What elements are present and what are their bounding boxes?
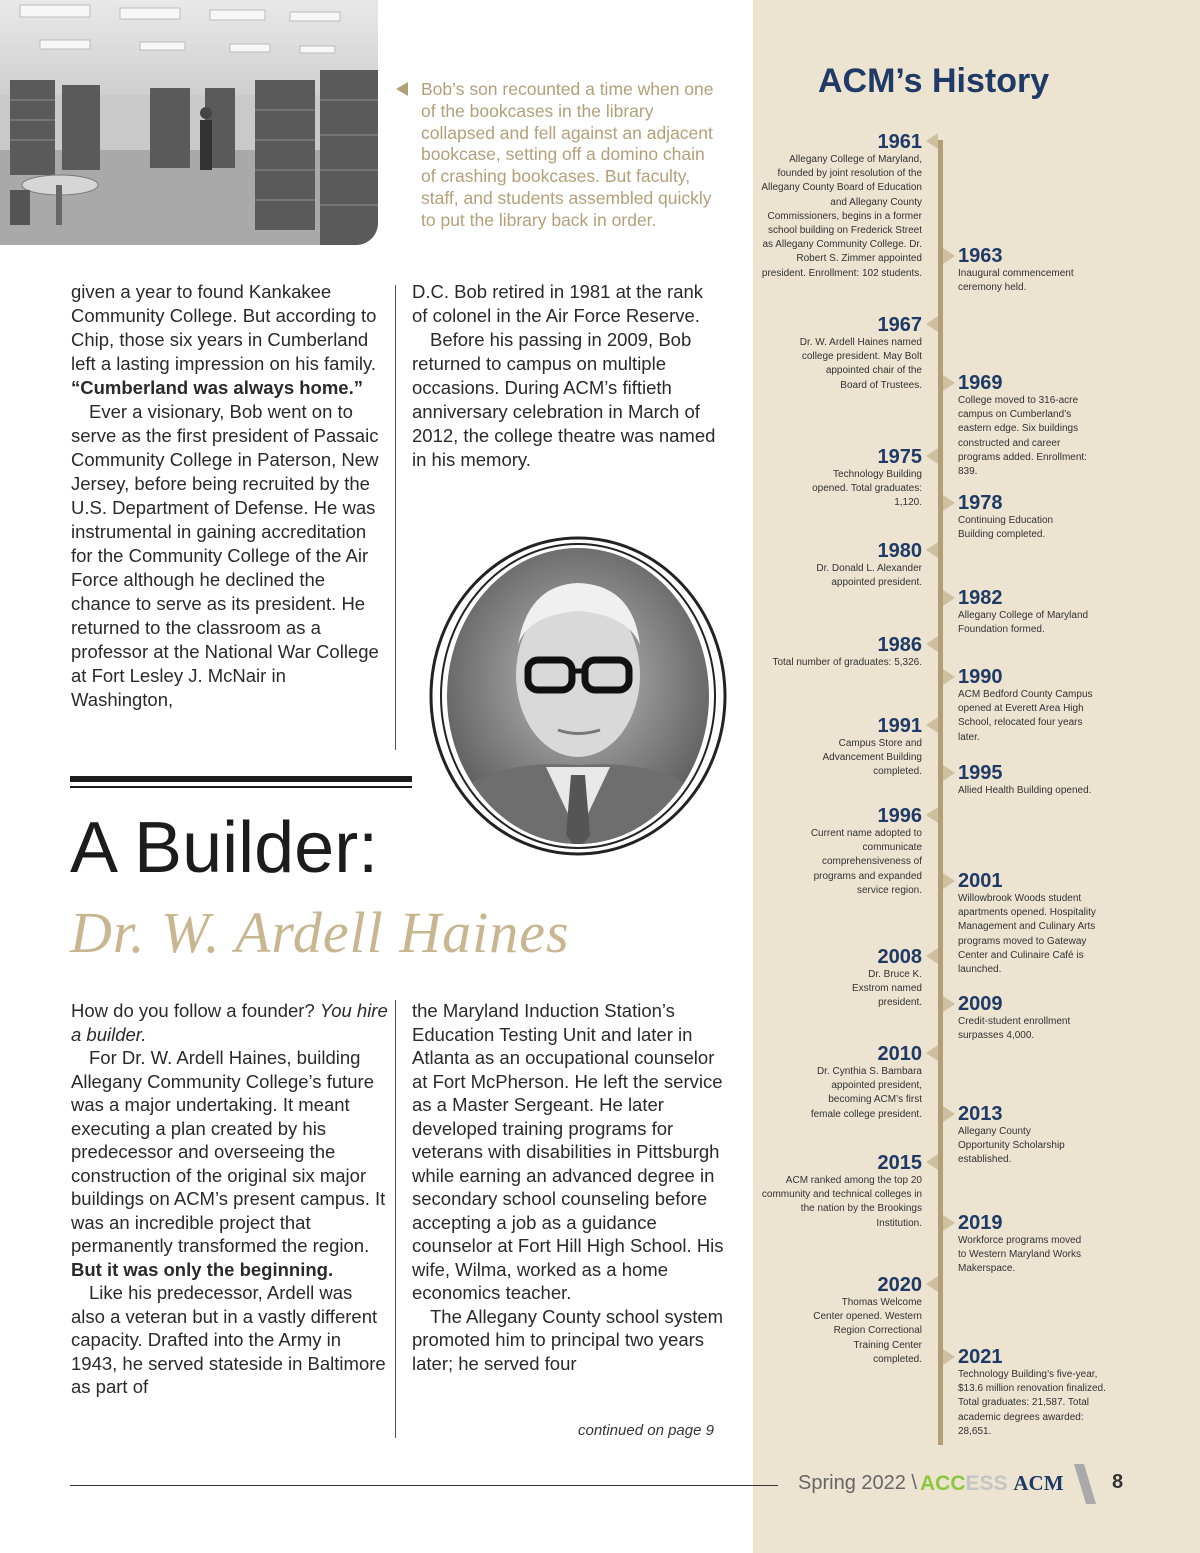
timeline-event-2020	[757, 1274, 922, 1367]
column-divider	[395, 285, 396, 750]
pull-quote-bold: “Cumberland was always home.”	[71, 377, 363, 398]
paragraph-text: How do you follow a founder?	[71, 1000, 320, 1021]
timeline-text: Total number of graduates: 5,326.	[772, 657, 922, 668]
timeline-text: Dr. Donald L. Alexander appointed president.	[816, 563, 922, 589]
timeline-year: 1995	[958, 762, 1003, 784]
timeline-marker	[943, 765, 955, 781]
photo-caption: Bob’s son recounted a time when one of the bookcases in the library collapsed and fell against an adjacent bookcase, setting off a domino chain of crashing bookcases. But faculty, staff, and students assembled quickly to put the library back in order.	[421, 79, 714, 230]
footer-issue: Spring 2022 \	[798, 1472, 917, 1494]
timeline-event-1978	[958, 492, 1123, 542]
timeline-year: 2021	[958, 1346, 1003, 1368]
paragraph	[71, 999, 389, 1046]
timeline-text: ACM ranked among the top 20 community and technical colleges in the nation by the Brookings Institution.	[761, 1175, 922, 1229]
timeline-text: Continuing Education Building completed.	[958, 515, 1054, 541]
timeline-year: 2020	[877, 1274, 922, 1296]
timeline-marker	[943, 873, 955, 889]
timeline-text: Current name adopted to communicate comprehensiveness of programs and expanded service region.	[810, 828, 922, 896]
heading-rule	[70, 786, 412, 788]
timeline-year: 1963	[958, 245, 1003, 267]
timeline-year: 1986	[877, 634, 922, 656]
timeline-year: 2009	[958, 993, 1003, 1015]
timeline-marker	[926, 316, 938, 332]
timeline-event-1967	[757, 314, 922, 393]
timeline-marker	[943, 495, 955, 511]
portrait-photo	[428, 535, 728, 857]
timeline-event-1980	[757, 540, 922, 590]
timeline-event-1975	[757, 446, 922, 511]
footer-rule	[70, 1485, 778, 1486]
timeline-event-2008	[757, 946, 922, 1011]
paragraph: Before his passing in 2009, Bob returned to campus on multiple occasions. During ACM’s fiftieth anniversary celebration in March of 2012, the college theatre was named in his memory.	[412, 329, 716, 470]
timeline-marker	[943, 1349, 955, 1365]
timeline-year: 1967	[877, 314, 922, 336]
timeline-text: Campus Store and Advancement Building completed.	[822, 738, 922, 778]
timeline-year: 2008	[877, 946, 922, 968]
timeline-marker	[943, 590, 955, 606]
article-subheading: Dr. W. Ardell Haines	[70, 900, 570, 965]
timeline-text: Technology Building’s five-year, $13.6 million renovation finalized. Total graduates: 21,587. Total academic degrees awarded: 28,651.	[958, 1369, 1106, 1437]
timeline-marker	[943, 669, 955, 685]
timeline-year: 2013	[958, 1103, 1003, 1125]
italic-text: You hire a builder.	[71, 1000, 388, 1045]
timeline-marker	[943, 375, 955, 391]
timeline-event-1996	[757, 805, 922, 898]
timeline-text: Workforce programs moved to Western Maryland Works Makerspace.	[958, 1235, 1082, 1275]
timeline-event-1986	[757, 634, 922, 670]
paragraph: Ever a visionary, Bob went on to serve as the first president of Passaic Community College in Paterson, New Jersey, before being recruited by the U.S. Department of Defense. He was instrumental in gaining accreditation for the Community College of the Air Force although he declined the chance to serve as its president. He returned to the classroom as a professor at the National War College at Fort Lesley J. McNair in Washington,	[71, 401, 379, 710]
footer-brand-logo	[920, 1471, 1064, 1496]
timeline-marker	[943, 1215, 955, 1231]
caption-arrow-icon	[396, 82, 408, 96]
timeline-event-1995	[958, 762, 1123, 798]
timeline-marker	[926, 542, 938, 558]
timeline-line	[938, 140, 943, 1445]
timeline-event-2013	[958, 1103, 1123, 1168]
timeline-event-2021	[958, 1346, 1123, 1439]
paragraph: D.C. Bob retired in 1981 at the rank of colonel in the Air Force Reserve.	[412, 281, 704, 326]
timeline-marker	[926, 1154, 938, 1170]
timeline-year: 1996	[877, 805, 922, 827]
brand-ess: ESS	[965, 1472, 1008, 1495]
brand-acm: ACM	[1013, 1471, 1064, 1495]
timeline-marker	[926, 948, 938, 964]
timeline-event-2019	[958, 1212, 1123, 1277]
timeline-text: Allegany College of Maryland, founded by joint resolution of the Allegany County Board of Education and Allegany County Commissioners, begins in a former school building on Frederick Street as Allegany Community College. Dr. Robert S. Zimmer appointed president. Enrollment: 102 students.	[761, 154, 922, 279]
brand-acc: ACC	[920, 1472, 966, 1495]
timeline-year: 1980	[877, 540, 922, 562]
timeline-year: 1991	[877, 715, 922, 737]
timeline-marker	[926, 636, 938, 652]
timeline-event-2015	[757, 1152, 922, 1231]
timeline-year: 1978	[958, 492, 1003, 514]
timeline-year: 1969	[958, 372, 1003, 394]
timeline-event-2009	[958, 993, 1123, 1043]
timeline-event-1990	[958, 666, 1123, 745]
paragraph-text: For Dr. W. Ardell Haines, building Allegany Community College’s future was a major undertaking. It meant executing a plan created by his predecessor and overseeing the construction of the original six major buildings on ACM’s present campus. It was an incredible project that permanently transformed the region.	[71, 1047, 386, 1256]
paragraph	[71, 1046, 389, 1281]
paragraph: the Maryland Induction Station’s Education Testing Unit and later in Atlanta as an occupational counselor at Fort McPherson. He left the service as a Master Sergeant. He later developed training programs for veterans with disabilities in Pittsburgh while earning an advanced degree in secondary school counseling before accepting a job as a guidance counselor at Fort Hill High School. His wife, Wilma, worked as a home economics teacher.	[412, 1000, 724, 1303]
upper-column-2	[412, 280, 722, 472]
timeline-text: Dr. Bruce K. Exstrom named president.	[851, 969, 922, 1009]
timeline-event-1982	[958, 587, 1123, 637]
heading-rule	[70, 776, 412, 782]
timeline-marker	[926, 717, 938, 733]
upper-column-1	[71, 280, 386, 712]
timeline-text: Dr. Cynthia S. Bambara appointed president, becoming ACM’s first female college president.	[810, 1066, 922, 1120]
paragraph: Like his predecessor, Ardell was also a veteran but in a vastly different capacity. Drafted into the Army in 1943, he served stateside in Baltimore as part of	[71, 1282, 386, 1397]
timeline-text: Allegany County Opportunity Scholarship established.	[958, 1126, 1065, 1166]
timeline-text: Inaugural commencement ceremony held.	[958, 268, 1074, 294]
timeline-marker	[943, 248, 955, 264]
timeline-event-2010	[757, 1043, 922, 1122]
footer-slash-icon	[1072, 1464, 1098, 1504]
timeline-event-1963	[958, 245, 1123, 295]
timeline-text: Credit-student enrollment surpasses 4,000.	[958, 1016, 1071, 1042]
timeline-text: Willowbrook Woods student apartments opened. Hospitality Management and Culinary Arts programs moved to Gateway Center and Culinaire Café is launched.	[958, 893, 1096, 976]
timeline-text: Thomas Welcome Center opened. Western Region Correctional Training Center completed.	[813, 1297, 922, 1365]
timeline-marker	[926, 1276, 938, 1292]
timeline-text: Allied Health Building opened.	[958, 785, 1092, 796]
timeline-year: 1990	[958, 666, 1003, 688]
timeline-text: Allegany College of Maryland Foundation formed.	[958, 610, 1089, 636]
timeline-year: 2001	[958, 870, 1003, 892]
timeline-event-1961	[757, 131, 922, 281]
timeline-text: College moved to 316-acre campus on Cumberland’s eastern edge. Six buildings constructed and career programs added. Enrollment: 839.	[958, 395, 1087, 478]
paragraph	[71, 280, 386, 400]
timeline-event-2001	[958, 870, 1123, 977]
page-number: 8	[1112, 1471, 1124, 1493]
timeline-marker	[926, 448, 938, 464]
paragraph-text: given a year to found Kankakee Community College. But according to Chip, those six years in Cumberland left a lasting impression on his family.	[71, 281, 377, 374]
column-divider	[395, 1000, 396, 1438]
lower-column-1	[71, 999, 389, 1399]
timeline-year: 1982	[958, 587, 1003, 609]
timeline-text: Technology Building opened. Total graduates: 1,120.	[812, 469, 922, 509]
timeline-marker	[926, 807, 938, 823]
timeline-event-1969	[958, 372, 1123, 479]
timeline-year: 2010	[877, 1043, 922, 1065]
article-heading: A Builder:	[70, 808, 379, 888]
sidebar-title: ACM’s History	[818, 62, 1050, 100]
timeline-marker	[943, 996, 955, 1012]
timeline-marker	[926, 1045, 938, 1061]
timeline-year: 2015	[877, 1152, 922, 1174]
timeline-marker	[943, 1106, 955, 1122]
timeline-text: ACM Bedford County Campus opened at Everett Area High School, relocated four years later.	[958, 689, 1093, 743]
lower-column-2	[412, 999, 730, 1375]
library-photo	[0, 0, 378, 245]
continued-note: continued on page 9	[578, 1422, 714, 1439]
bold-text: But it was only the beginning.	[71, 1258, 334, 1280]
paragraph: The Allegany County school system promoted him to principal two years later; he served four	[412, 1305, 724, 1374]
timeline-event-1991	[757, 715, 922, 780]
timeline-year: 1961	[877, 131, 922, 153]
timeline-marker	[926, 133, 938, 149]
timeline-year: 2019	[958, 1212, 1003, 1234]
timeline-year: 1975	[877, 446, 922, 468]
timeline-text: Dr. W. Ardell Haines named college president. May Bolt appointed chair of the Board of Trustees.	[799, 337, 922, 391]
